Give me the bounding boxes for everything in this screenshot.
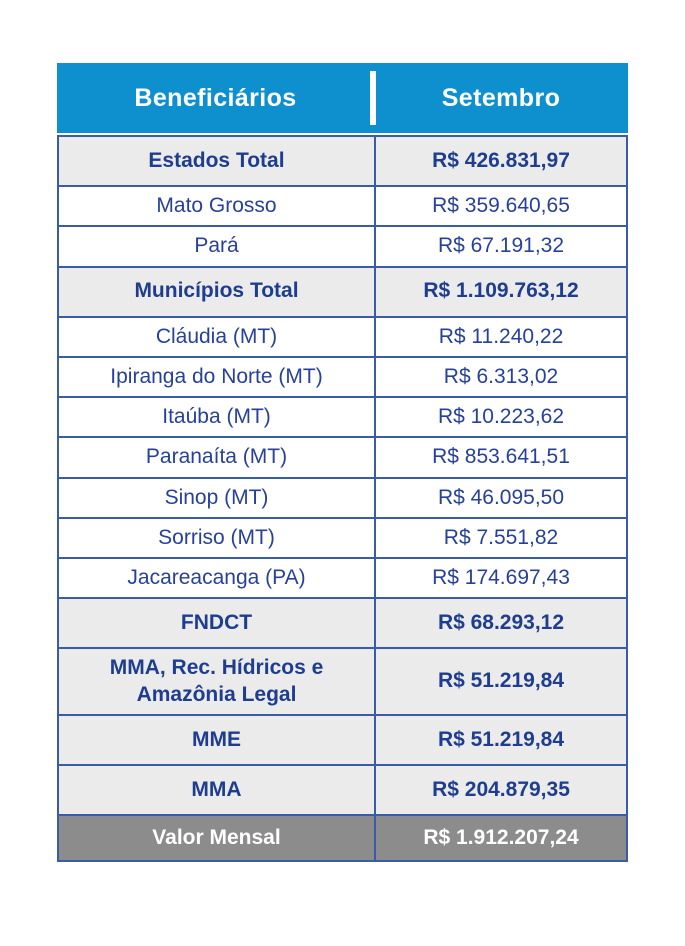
table-row xyxy=(59,266,626,316)
beneficiary-cell: Municípios Total xyxy=(134,279,299,303)
beneficiary-cell: Mato Grosso xyxy=(156,194,277,217)
beneficiary-cell: Pará xyxy=(194,234,239,258)
beneficiary-cell: Sinop (MT) xyxy=(164,485,269,509)
value-cell: R$ 1.109.763,12 xyxy=(374,268,626,316)
value-cell: R$ 426.831,97 xyxy=(374,137,626,185)
table-row xyxy=(59,225,626,265)
table-row xyxy=(59,477,626,517)
beneficiaries-table xyxy=(57,63,628,862)
value-cell: R$ 68.293,12 xyxy=(374,599,626,647)
beneficiary-cell: Cláudia (MT) xyxy=(155,324,278,348)
table-row xyxy=(59,137,626,185)
value-cell: R$ 6.313,02 xyxy=(374,358,626,396)
beneficiary-cell: FNDCT xyxy=(180,611,253,635)
value-cell: R$ 51.219,84 xyxy=(374,716,626,764)
value-cell: R$ 67.191,32 xyxy=(374,227,626,265)
table-header-row xyxy=(57,63,628,133)
beneficiary-cell: Sorriso (MT) xyxy=(158,525,275,549)
table-row xyxy=(59,396,626,436)
table-row xyxy=(59,436,626,476)
beneficiary-cell: Ipiranga do Norte (MT) xyxy=(110,364,323,388)
value-cell: R$ 46.095,50 xyxy=(374,479,626,517)
value-cell: R$ 11.240,22 xyxy=(374,318,626,356)
table-row xyxy=(59,714,626,764)
table-row xyxy=(59,316,626,356)
column-header-setembro: Setembro xyxy=(441,83,561,112)
header-divider xyxy=(370,71,376,125)
table-row xyxy=(59,557,626,597)
beneficiary-cell: MME xyxy=(192,727,241,751)
table-row xyxy=(59,597,626,647)
value-cell: R$ 359.640,65 xyxy=(374,187,626,225)
value-cell: R$ 10.223,62 xyxy=(374,398,626,436)
table-row xyxy=(59,517,626,557)
table-row xyxy=(59,185,626,225)
value-cell: R$ 204.879,35 xyxy=(374,766,626,814)
table-row xyxy=(59,647,626,714)
table-row xyxy=(59,814,626,860)
beneficiary-cell: MMA, Rec. Hídricos e Amazônia Legal xyxy=(109,656,324,706)
beneficiary-cell: MMA xyxy=(191,777,242,801)
value-cell: R$ 7.551,82 xyxy=(374,519,626,557)
table-body xyxy=(57,135,628,862)
beneficiary-cell: Paranaíta (MT) xyxy=(145,445,288,469)
column-header-beneficiarios: Beneficiários xyxy=(134,83,297,112)
value-cell: R$ 853.641,51 xyxy=(374,438,626,476)
beneficiary-cell: Valor Mensal xyxy=(152,825,281,849)
value-cell: R$ 51.219,84 xyxy=(374,649,626,714)
beneficiary-cell: Itaúba (MT) xyxy=(162,405,271,428)
table-row xyxy=(59,764,626,814)
value-cell: R$ 174.697,43 xyxy=(374,559,626,597)
value-cell: R$ 1.912.207,24 xyxy=(374,816,626,860)
beneficiary-cell: Estados Total xyxy=(148,148,285,172)
table-row xyxy=(59,356,626,396)
beneficiary-cell: Jacareacanga (PA) xyxy=(127,566,306,589)
